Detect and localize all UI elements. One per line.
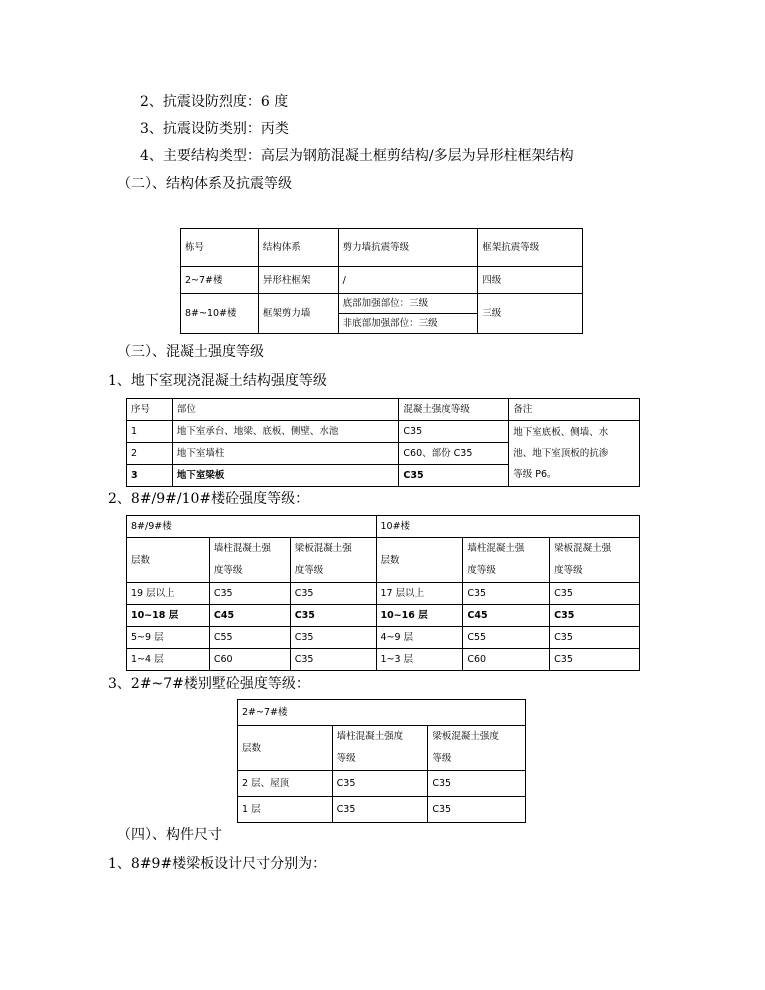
villa-concrete-heading: 3、2#~7#楼别墅砼强度等级： (108, 676, 310, 692)
header-floors: 层数 (127, 538, 210, 583)
cell: C35 (332, 797, 428, 823)
text: 墙柱混凝土强度 (336, 731, 404, 742)
header-building: 栋号 (181, 229, 259, 267)
cell: C60、部份 C35 (399, 443, 509, 465)
text: 梁板混凝土强 (294, 543, 352, 554)
cell: C35 (332, 771, 428, 797)
cell: C35 (550, 649, 640, 671)
villa-concrete-table (237, 699, 526, 823)
seismic-intensity-line: 2、抗震设防烈度：6 度 (140, 94, 289, 110)
cell: 地下室墙柱 (172, 443, 399, 465)
text: 等级 (336, 753, 356, 764)
cell: C55 (209, 627, 290, 649)
cell: C35 (290, 583, 376, 605)
text: 度等级 (213, 565, 243, 576)
text: 度等级 (467, 565, 496, 576)
header-wall-grade (332, 726, 428, 771)
cell: C35 (290, 627, 376, 649)
cell: C35 (428, 797, 526, 823)
basement-concrete-table (126, 398, 640, 487)
tower-concrete-table (126, 515, 640, 671)
tower-concrete-heading: 2、8#/9#/10#楼砼强度等级： (108, 491, 310, 507)
cell: C35 (290, 605, 376, 627)
header-no: 序号 (127, 399, 173, 421)
header-system: 结构体系 (258, 229, 338, 267)
cell: C35 (550, 605, 640, 627)
header-wall-grade (209, 538, 290, 583)
tower-8-9-title: 8#/9#楼 (127, 516, 377, 538)
note-cell (509, 421, 640, 487)
cell: C45 (209, 605, 290, 627)
header-wall-grade: 剪力墙抗震等级 (338, 229, 478, 267)
cell: C35 (550, 583, 640, 605)
cell: C45 (463, 605, 550, 627)
cell: / (338, 267, 478, 294)
header-beam-grade (550, 538, 640, 583)
cell: C35 (290, 649, 376, 671)
cell: 2~7#楼 (181, 267, 259, 294)
cell: 四级 (478, 267, 583, 294)
cell: 1 (127, 421, 173, 443)
cell: 1~4 层 (127, 649, 210, 671)
header-note: 备注 (509, 399, 640, 421)
cell: 19 层以上 (127, 583, 210, 605)
structure-system-table (180, 228, 583, 334)
text: 梁板混凝土强 (554, 543, 612, 554)
note-line: 等级 P6。 (513, 469, 557, 480)
text: 度等级 (554, 565, 583, 576)
cell: C60 (209, 649, 290, 671)
cell: C35 (399, 465, 509, 487)
cell: 三级 (478, 294, 583, 334)
cell: 3 (127, 465, 173, 487)
cell: C35 (428, 771, 526, 797)
header-floors: 层数 (238, 726, 333, 771)
seismic-category-line: 3、抗震设防类别：丙类 (140, 121, 289, 137)
section-4-heading: （四）、构件尺寸 (117, 827, 222, 843)
cell: 4~9 层 (376, 627, 463, 649)
tower-10-title: 10#楼 (376, 516, 640, 538)
header-wall-grade (463, 538, 550, 583)
note-line: 地下室底板、侧墙、水 (513, 427, 609, 438)
cell: 5~9 层 (127, 627, 210, 649)
cell: C55 (463, 627, 550, 649)
text: 墙柱混凝土强 (467, 543, 525, 554)
beam-slab-size-heading: 1、8#9#楼梁板设计尺寸分别为： (108, 856, 327, 872)
section-3-heading: （三）、混凝土强度等级 (117, 344, 264, 360)
text: 梁板混凝土强度 (432, 731, 499, 742)
header-part: 部位 (172, 399, 399, 421)
header-beam-grade (290, 538, 376, 583)
basement-concrete-heading: 1、地下室现浇混凝土结构强度等级 (108, 373, 327, 389)
note-line: 池、地下室顶板的抗渗 (513, 448, 609, 459)
cell: 非底部加强部位：三级 (338, 314, 478, 334)
cell: 8#~10#楼 (181, 294, 259, 334)
text: 等级 (432, 753, 452, 764)
cell: C60 (463, 649, 550, 671)
cell: C35 (399, 421, 509, 443)
header-frame-grade: 框架抗震等级 (478, 229, 583, 267)
cell: 框架剪力墙 (258, 294, 338, 334)
cell: C35 (550, 627, 640, 649)
cell: 17 层以上 (376, 583, 463, 605)
cell: 异形柱框架 (258, 267, 338, 294)
cell: 10~16 层 (376, 605, 463, 627)
section-2-heading: （二）、结构体系及抗震等级 (117, 176, 292, 192)
villa-title: 2#~7#楼 (238, 700, 526, 726)
cell: 1~3 层 (376, 649, 463, 671)
cell: 地下室梁板 (172, 465, 399, 487)
cell: 10~18 层 (127, 605, 210, 627)
cell: 底部加强部位：三级 (338, 294, 478, 314)
cell: C35 (463, 583, 550, 605)
cell: 地下室承台、地梁、底板、侧壁、水池 (172, 421, 399, 443)
header-grade: 混凝土强度等级 (399, 399, 509, 421)
header-floors: 层数 (376, 538, 463, 583)
cell: 1 层 (238, 797, 333, 823)
structure-type-line: 4、主要结构类型：高层为钢筋混凝土框剪结构/多层为异形柱框架结构 (140, 148, 574, 164)
header-beam-grade (428, 726, 526, 771)
text: 墙柱混凝土强 (213, 543, 271, 554)
cell: 2 层、屋顶 (238, 771, 333, 797)
text: 度等级 (294, 565, 324, 576)
cell: 2 (127, 443, 173, 465)
cell: C35 (209, 583, 290, 605)
